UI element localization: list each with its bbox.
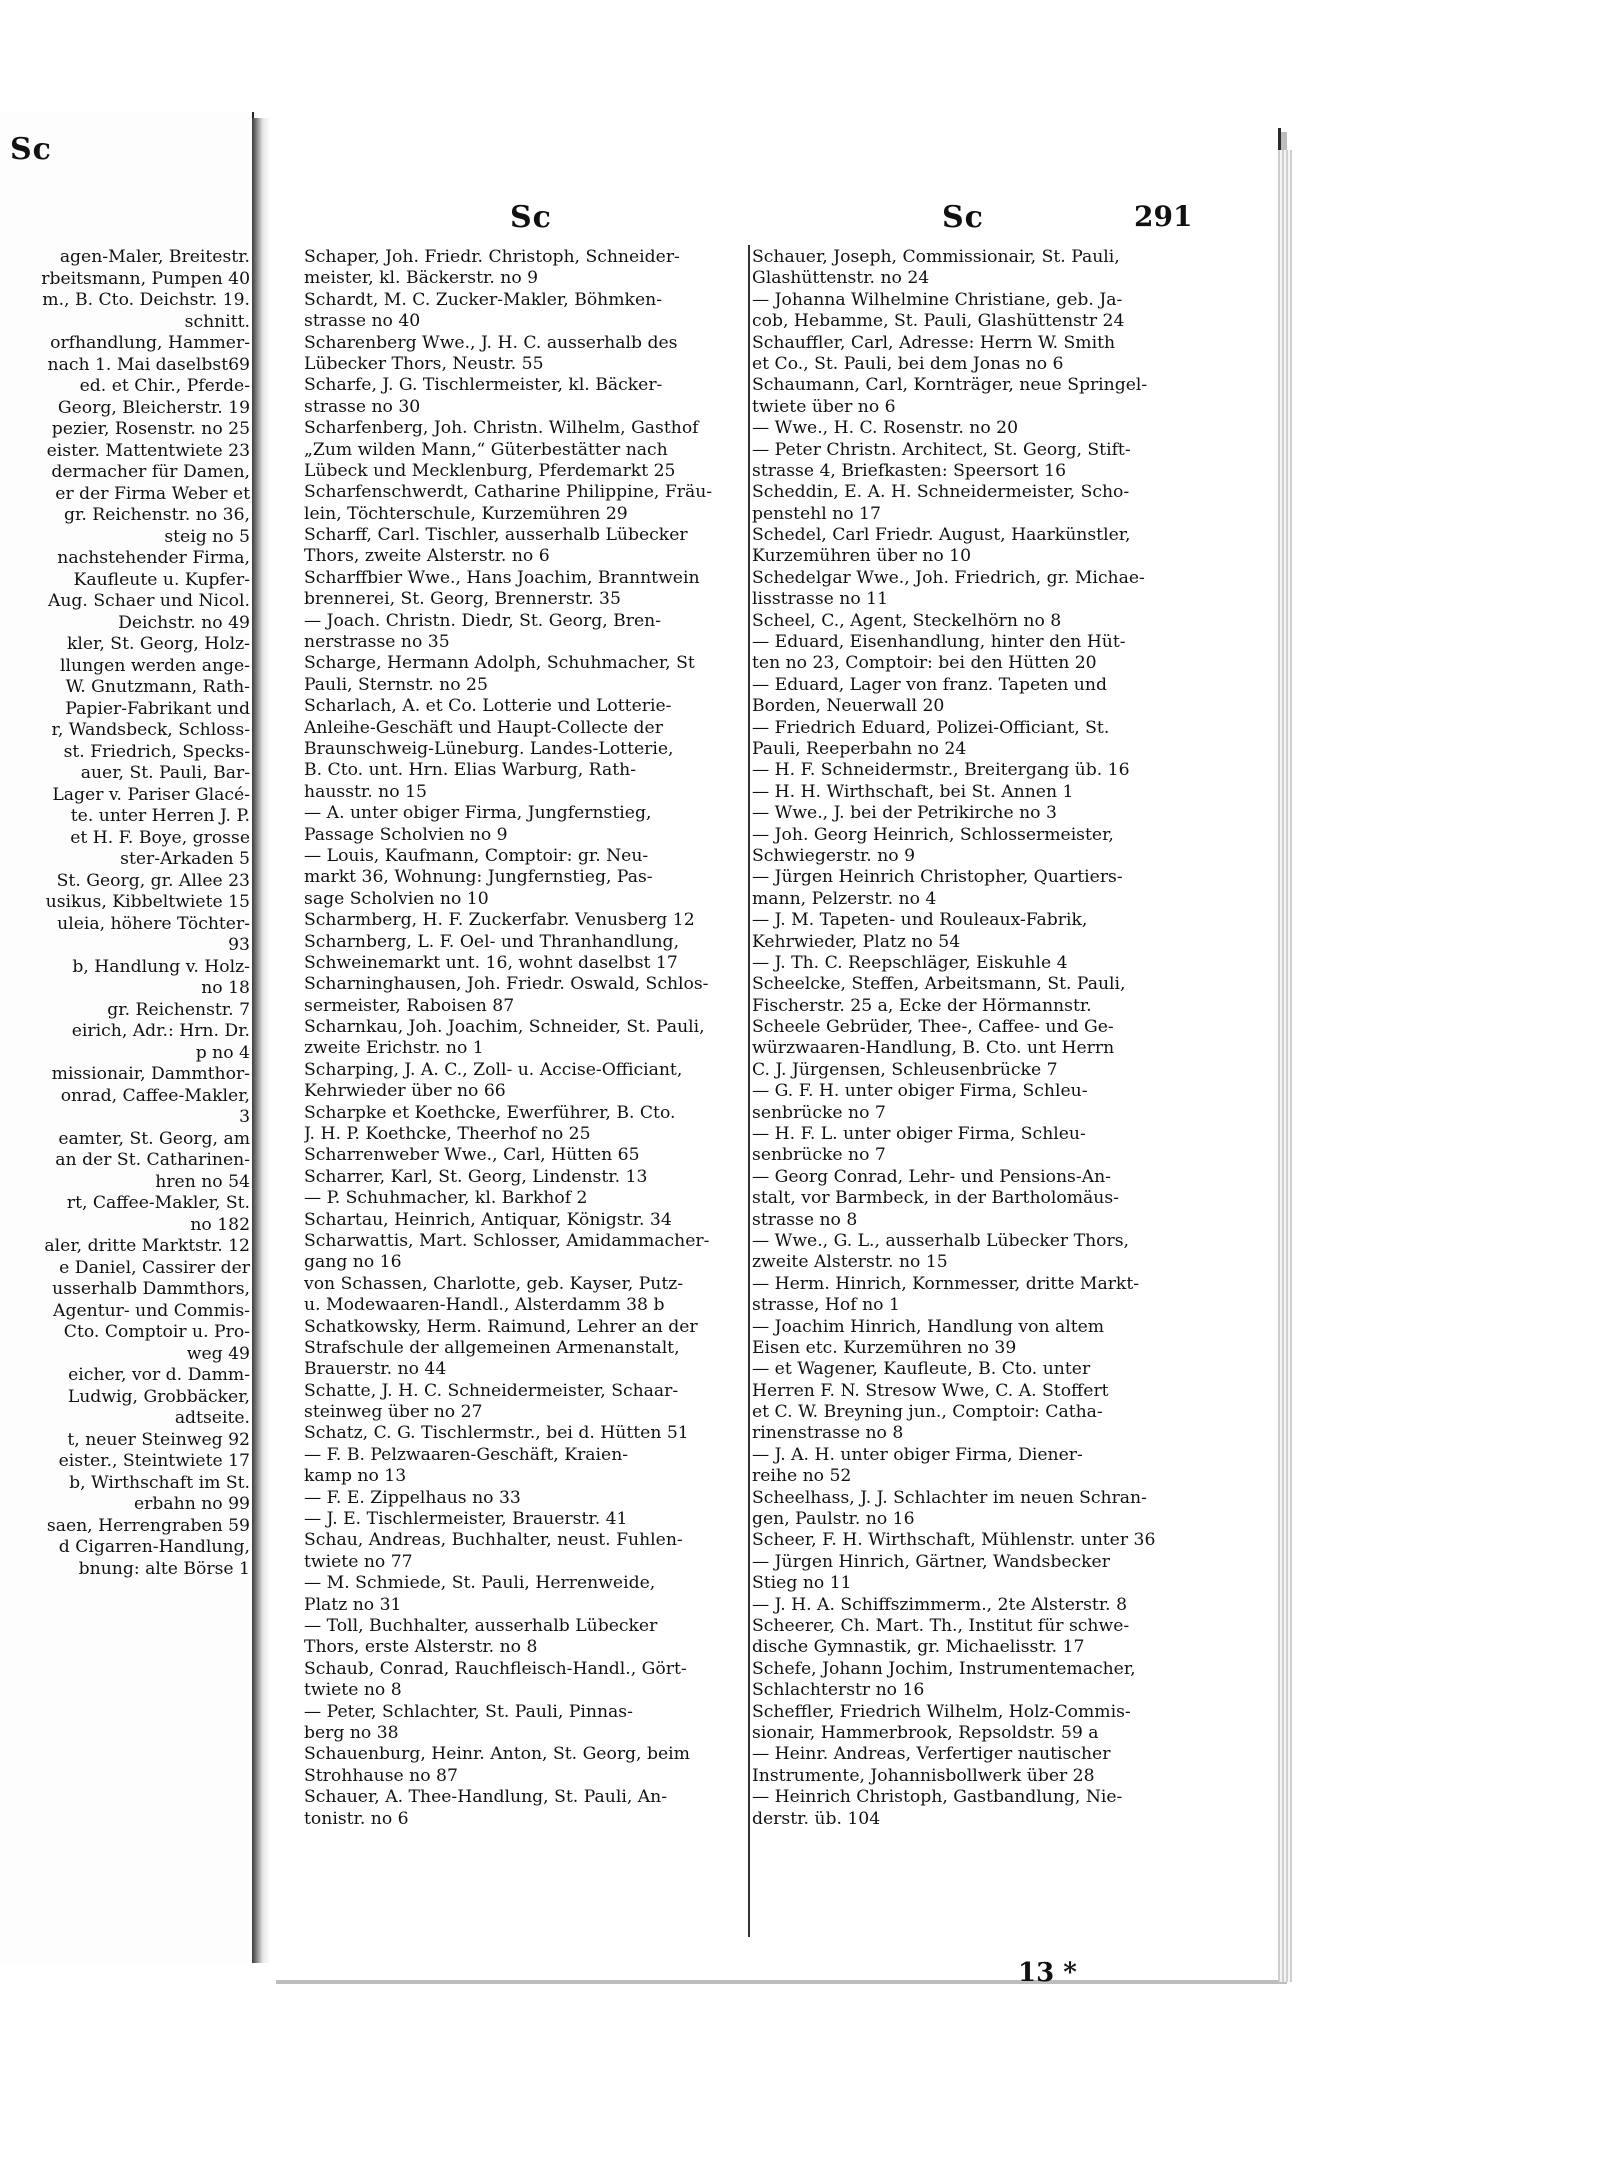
left-page-header: Sc [10,132,52,167]
directory-line: usserhalb Dammthors, [52,1279,250,1299]
directory-line: reihe no 52 [752,1466,852,1487]
directory-line: Stieg no 11 [752,1573,852,1594]
directory-line: — M. Schmiede, St. Pauli, Herrenweide, [304,1573,656,1594]
directory-line: steig no 5 [164,526,250,547]
directory-line: — Peter Christn. Architect, St. Georg, Stift- [752,439,1131,460]
directory-line: Schauer, A. Thee-Handlung, St. Pauli, An- [304,1787,668,1808]
directory-line: strasse no 40 [304,311,421,332]
directory-line: no 18 [201,978,250,998]
directory-line: derstr. üb. 104 [752,1808,881,1829]
directory-line: Schaumann, Carl, Kornträger, neue Springel- [752,375,1148,396]
directory-line: Schlachterstr no 16 [752,1680,925,1701]
directory-line: penstehl no 17 [752,503,881,524]
directory-line: Schedelgar Wwe., Joh. Friedrich, gr. Michae- [752,567,1145,588]
directory-line: Anleihe-Geschäft und Haupt-Collecte der [304,717,663,738]
directory-line: — J. A. H. unter obiger Firma, Diener- [752,1444,1083,1465]
center-header: Sc [510,200,552,235]
directory-line: J. H. P. Koethcke, Theerhof no 25 [304,1124,591,1145]
directory-line: — A. unter obiger Firma, Jungfernstieg, [304,803,652,824]
directory-line: er der Firma Weber et [55,483,250,504]
directory-line: Schauffler, Carl, Adresse: Herrn W. Smith [752,332,1116,353]
directory-line: missionair, Dammthor- [51,1064,250,1084]
signature-mark: 13 * [1018,1958,1077,1988]
left-page [0,112,254,1962]
directory-line: Pauli, Sternstr. no 25 [304,674,488,695]
directory-line: sionair, Hammerbrook, Repsoldstr. 59 a [752,1722,1099,1743]
directory-line: Strafschule der allgemeinen Armenanstalt, [304,1337,680,1358]
directory-line: sermeister, Raboisen 87 [304,995,515,1016]
directory-line: Papier-Fabrikant und [65,698,250,719]
directory-line: eister. Mattentwiete 23 [46,440,250,461]
directory-line: — Jürgen Hinrich, Gärtner, Wandsbecker [752,1551,1110,1572]
directory-line: erbahn no 99 [134,1494,250,1514]
directory-line: Scharpke et Koethcke, Ewerführer, B. Cto. [304,1102,676,1123]
directory-line: hausstr. no 15 [304,781,427,802]
directory-line: nach 1. Mai daselbst69 [47,354,250,375]
directory-line: Schauenburg, Heinr. Anton, St. Georg, beim [304,1744,690,1765]
directory-line: dische Gymnastik, gr. Michaelisstr. 17 [752,1637,1085,1658]
directory-line: Scharwattis, Mart. Schlosser, Amidammacher- [304,1230,710,1251]
directory-line: — J. M. Tapeten- und Rouleaux-Fabrik, [752,910,1088,931]
directory-line: sage Scholvien no 10 [304,888,489,909]
directory-line: d Cigarren-Handlung, [58,1537,250,1557]
directory-line: Aug. Schaer und Nicol. [47,591,250,611]
directory-line: B. Cto. unt. Hrn. Elias Warburg, Rath- [304,760,637,781]
directory-line: — Heinrich Christoph, Gastbandlung, Nie- [752,1787,1123,1808]
directory-line: ten no 23, Comptoir: bei den Hütten 20 [752,653,1097,674]
directory-line: ed. et Chir., Pferde- [79,376,250,396]
directory-line: Scharffbier Wwe., Hans Joachim, Branntwein [304,567,700,588]
directory-line: gr. Reichenstr. no 36, [64,505,250,525]
directory-line: b, Wirthschaft im St. [69,1472,250,1493]
directory-line: Strohhause no 87 [304,1765,458,1786]
directory-line: — Joachim Hinrich, Handlung von altem [752,1316,1105,1337]
directory-line: u. Modewaaren-Handl., Alsterdamm 38 b [304,1295,665,1316]
directory-line: — F. E. Zippelhaus no 33 [304,1487,521,1508]
directory-line: dermacher für Damen, [51,462,250,482]
directory-line: weg 49 [186,1343,250,1364]
directory-line: Kurzemühren über no 10 [752,546,972,567]
directory-line: no 182 [190,1214,250,1235]
directory-line: Scharenberg Wwe., J. H. C. ausserhalb des [304,332,678,353]
directory-line: tonistr. no 6 [304,1808,409,1829]
directory-line: m., B. Cto. Deichstr. 19. [42,290,250,310]
directory-line: Schwiegerstr. no 9 [752,845,916,866]
directory-line: rt, Caffee-Makler, St. [66,1193,250,1213]
directory-line: schnitt. [184,311,250,332]
directory-line: — Georg Conrad, Lehr- und Pensions-An- [752,1166,1111,1187]
directory-line: strasse no 30 [304,396,421,417]
directory-line: eamter, St. Georg, am [58,1128,250,1149]
directory-line: — Wwe., J. bei der Petrikirche no 3 [752,803,1057,824]
directory-line: — Peter, Schlachter, St. Pauli, Pinnas- [304,1701,633,1722]
directory-line: e Daniel, Cassirer der [59,1257,250,1278]
directory-line: et C. W. Breyning jun., Comptoir: Catha- [752,1402,1103,1423]
directory-line: Scharnkau, Joh. Joachim, Schneider, St. Pauli, [304,1017,705,1038]
directory-line: steinweg über no 27 [304,1402,483,1423]
directory-line: Scheelhass, J. J. Schlachter im neuen Schran- [752,1487,1147,1508]
directory-line: auer, St. Pauli, Bar- [80,763,250,783]
directory-line: Scharff, Carl. Tischler, ausserhalb Lübecker [304,525,688,546]
directory-line: — Wwe., G. L., ausserhalb Lübecker Thors, [752,1230,1129,1251]
directory-line: Scharping, J. A. C., Zoll- u. Accise-Officiant, [304,1059,683,1080]
directory-line: Borden, Neuerwall 20 [752,696,945,717]
directory-line: Scharfenberg, Joh. Christn. Wilhelm, Gasthof [304,418,699,439]
directory-line: lisstrasse no 11 [752,589,889,610]
directory-line: 3 [239,1107,250,1127]
directory-line: adtseite. [174,1408,250,1428]
directory-line: strasse no 8 [752,1209,858,1230]
directory-line: Thors, erste Alsterstr. no 8 [304,1637,538,1658]
directory-line: Instrumente, Johannisbollwerk über 28 [752,1765,1095,1786]
directory-line: Scharrenweber Wwe., Carl, Hütten 65 [304,1145,640,1166]
directory-line: — Johanna Wilhelmine Christiane, geb. Ja- [752,289,1123,310]
directory-line: b, Handlung v. Holz- [72,956,250,977]
directory-line: rinenstrasse no 8 [752,1423,904,1444]
directory-line: Pauli, Reeperbahn no 24 [752,738,967,759]
directory-line: — Jürgen Heinrich Christopher, Quartiers- [752,867,1123,888]
directory-line: markt 36, Wohnung: Jungfernstieg, Pas- [304,867,653,888]
directory-line: Schaper, Joh. Friedr. Christoph, Schneider- [304,247,680,267]
directory-line: gr. Reichenstr. 7 [107,999,250,1020]
directory-line: zweite Alsterstr. no 15 [752,1252,948,1273]
directory-line: Schatkowsky, Herm. Raimund, Lehrer an der [304,1316,698,1337]
directory-line: — J. Th. C. Reepschläger, Eiskuhle 4 [752,952,1068,973]
directory-line: Scharfenschwerdt, Catharine Philippine, Fräu- [304,482,713,503]
directory-line: Schatz, C. G. Tischlermstr., bei d. Hütten 51 [304,1423,689,1444]
directory-line: Scheer, F. H. Wirthschaft, Mühlenstr. unter 36 [752,1530,1156,1551]
directory-line: von Schassen, Charlotte, geb. Kayser, Putz- [304,1273,684,1294]
directory-line: Lager v. Pariser Glacé- [52,784,250,805]
directory-line: senbrücke no 7 [752,1102,886,1123]
directory-line: mann, Pelzerstr. no 4 [752,888,937,909]
directory-line: — Eduard, Eisenhandlung, hinter den Hüt- [752,632,1126,653]
directory-line: rbeitsmann, Pumpen 40 [41,268,250,289]
directory-line: — H. H. Wirthschaft, bei St. Annen 1 [752,781,1074,802]
directory-line: — P. Schuhmacher, kl. Barkhof 2 [304,1188,588,1209]
directory-line: p no 4 [195,1042,250,1063]
directory-line: Eisen etc. Kurzemühren no 39 [752,1337,1017,1358]
directory-line: „Zum wilden Mann,“ Güterbestätter nach [304,439,668,460]
directory-line: — Wwe., H. C. Rosenstr. no 20 [752,418,1019,439]
directory-column-left [304,247,750,1830]
directory-line: Lübecker Thors, Neustr. 55 [304,353,544,374]
directory-line: t, neuer Steinweg 92 [67,1429,250,1450]
directory-line: kamp no 13 [304,1466,407,1487]
directory-line: an der St. Catharinen- [55,1150,250,1170]
directory-line: eirich, Adr.: Hrn. Dr. [71,1021,250,1041]
directory-line: Scheele Gebrüder, Thee-, Caffee- und Ge- [752,1017,1114,1038]
directory-line: — Eduard, Lager von franz. Tapeten und [752,674,1107,695]
directory-line: kler, St. Georg, Holz- [66,634,250,654]
directory-line: — Joh. Georg Heinrich, Schlossermeister, [752,824,1114,845]
directory-line: Scheffler, Friedrich Wilhelm, Holz-Commis- [752,1701,1131,1722]
right-header: Sc [942,200,984,235]
directory-line: Scharlach, A. et Co. Lotterie und Lotterie- [304,696,672,717]
directory-line: — J. E. Tischlermeister, Brauerstr. 41 [304,1509,628,1530]
directory-line: — H. F. L. unter obiger Firma, Schleu- [752,1124,1086,1145]
directory-line: Braunschweig-Lüneburg. Landes-Lotterie, [304,738,674,759]
directory-line: Scharrer, Karl, St. Georg, Lindenstr. 13 [304,1166,648,1187]
directory-line: Scheerer, Ch. Mart. Th., Institut für schwe- [752,1616,1130,1636]
directory-line: twiete über no 6 [752,396,896,417]
directory-line: Scharninghausen, Joh. Friedr. Oswald, Schlos- [304,974,709,995]
directory-line: Scheelcke, Steffen, Arbeitsmann, St. Pauli, [752,974,1126,995]
directory-line: orfhandlung, Hammer- [50,333,250,353]
directory-line: Cto. Comptoir u. Pro- [63,1322,250,1342]
directory-line: twiete no 8 [304,1680,402,1701]
directory-line: agen-Maler, Breitestr. [59,247,250,267]
directory-line: Schardt, M. C. Zucker-Makler, Böhmken- [304,289,662,310]
directory-line: Kehrwieder über no 66 [304,1081,506,1102]
directory-line: — Toll, Buchhalter, ausserhalb Lübecker [304,1616,658,1636]
directory-line: lein, Töchterschule, Kurzemühren 29 [304,503,628,524]
directory-line: W. Gnutzmann, Rath- [65,677,250,697]
directory-line: te. unter Herren J. P. [70,806,250,826]
directory-line: brennerei, St. Georg, Brennerstr. 35 [304,589,621,610]
directory-line: twiete no 77 [304,1551,413,1572]
directory-line: — Heinr. Andreas, Verfertiger nautischer [752,1744,1111,1765]
directory-line: Georg, Bleicherstr. 19 [57,397,250,418]
directory-line: Ludwig, Grobbäcker, [67,1386,250,1407]
directory-line: Herren F. N. Stresow Wwe, C. A. Stoffert [752,1380,1109,1401]
page-number: 291 [1134,200,1193,233]
directory-line: gen, Paulstr. no 16 [752,1509,915,1530]
directory-line: nerstrasse no 35 [304,632,450,653]
directory-line: Deichstr. no 49 [118,612,250,633]
directory-line: Passage Scholvien no 9 [304,824,508,845]
directory-line: Agentur- und Commis- [53,1300,250,1321]
directory-line: Schau, Andreas, Buchhalter, neust. Fuhlen- [304,1530,683,1551]
directory-line: Fischerstr. 25 a, Ecke der Hörmannstr. [752,995,1092,1016]
directory-line: aler, dritte Marktstr. 12 [44,1236,250,1256]
directory-line: — Herm. Hinrich, Kornmesser, dritte Markt- [752,1273,1140,1294]
directory-line: Schartau, Heinrich, Antiquar, Königstr. 34 [304,1209,672,1230]
directory-line: — F. B. Pelzwaaren-Geschäft, Kraien- [304,1444,629,1465]
directory-line: Schedel, Carl Friedr. August, Haarkünstler, [752,525,1131,546]
left-page-text [0,247,250,1580]
directory-line: cob, Hebamme, St. Pauli, Glashüttenstr 24 [752,311,1125,332]
directory-line: uleia, höhere Töchter- [57,913,250,934]
directory-line: — Friedrich Eduard, Polizei-Officiant, St. [752,717,1110,738]
directory-line: saen, Herrengraben 59 [46,1515,250,1536]
directory-line: — Louis, Kaufmann, Comptoir: gr. Neu- [304,845,649,866]
directory-line: Scheel, C., Agent, Steckelhörn no 8 [752,610,1062,631]
directory-line: eicher, vor d. Damm- [68,1365,250,1385]
directory-line: Scheddin, E. A. H. Schneidermeister, Scho- [752,482,1130,503]
directory-line: onrad, Caffee-Makler, [60,1085,250,1106]
page-edge [1278,150,1292,1982]
directory-line: strasse 4, Briefkasten: Speersort 16 [752,460,1067,481]
directory-line: Kaufleute u. Kupfer- [73,569,250,590]
directory-line: strasse, Hof no 1 [752,1295,900,1316]
directory-line: bnung: alte Börse 1 [78,1558,250,1579]
directory-line: Kehrwieder, Platz no 54 [752,931,961,952]
directory-line: Scharmberg, H. F. Zuckerfabr. Venusberg 12 [304,910,695,931]
directory-line: st. Friedrich, Specks- [63,741,250,762]
directory-line: usikus, Kibbeltwiete 15 [45,892,250,912]
directory-line: berg no 38 [304,1722,399,1743]
directory-line: — J. H. A. Schiffszimmerm., 2te Alsterstr. 8 [752,1594,1128,1615]
directory-line: senbrücke no 7 [752,1145,886,1166]
directory-line: Scharnberg, L. F. Oel- und Thranhandlung, [304,931,680,952]
directory-line: Schaub, Conrad, Rauchfleisch-Handl., Gört- [304,1658,687,1679]
directory-line: gang no 16 [304,1252,402,1273]
directory-line: Schauer, Joseph, Commissionair, St. Pauli, [752,247,1120,267]
directory-line: — et Wagener, Kaufleute, B. Cto. unter [752,1359,1091,1380]
directory-line: Scharge, Hermann Adolph, Schuhmacher, St [304,653,695,674]
directory-line: — G. F. H. unter obiger Firma, Schleu- [752,1081,1088,1102]
directory-line: stalt, vor Barmbeck, in der Bartholomäus- [752,1188,1119,1209]
directory-line: C. J. Jürgensen, Schleusenbrücke 7 [752,1059,1058,1080]
directory-line: hren no 54 [155,1171,250,1192]
directory-line: Schweinemarkt unt. 16, wohnt daselbst 17 [304,952,678,973]
directory-line: St. Georg, gr. Allee 23 [56,870,250,891]
directory-line: Glashüttenstr. no 24 [752,268,930,289]
directory-line: r, Wandsbeck, Schloss- [51,720,250,740]
directory-line: Lübeck und Mecklenburg, Pferdemarkt 25 [304,460,676,481]
directory-line: Scharfe, J. G. Tischlermeister, kl. Bäcker- [304,375,663,396]
directory-line: meister, kl. Bäckerstr. no 9 [304,268,539,289]
directory-line: llungen werden ange- [60,655,250,676]
directory-line: — H. F. Schneidermstr., Breitergang üb. 16 [752,760,1130,781]
directory-line: ster-Arkaden 5 [120,849,250,869]
directory-line: — Joach. Christn. Diedr, St. Georg, Bren- [304,610,662,631]
directory-line: nachstehender Firma, [57,548,250,568]
directory-line: zweite Erichstr. no 1 [304,1038,484,1059]
directory-line: Schatte, J. H. C. Schneidermeister, Schaar- [304,1380,679,1401]
directory-line: Brauerstr. no 44 [304,1359,447,1380]
directory-line: Thors, zweite Alsterstr. no 6 [304,546,550,567]
directory-line: würzwaaren-Handlung, B. Cto. unt Herrn [752,1038,1115,1059]
directory-column-right [752,247,1190,1830]
book-gutter [252,118,270,1963]
directory-line: pezier, Rosenstr. no 25 [51,419,250,439]
directory-line: Platz no 31 [304,1594,402,1615]
directory-line: 93 [228,935,250,955]
directory-line: et H. F. Boye, grosse [70,827,250,848]
directory-line: Schefe, Johann Jochim, Instrumentemacher, [752,1658,1136,1679]
directory-line: eister., Steintwiete 17 [58,1451,250,1471]
directory-line: et Co., St. Pauli, bei dem Jonas no 6 [752,353,1064,374]
